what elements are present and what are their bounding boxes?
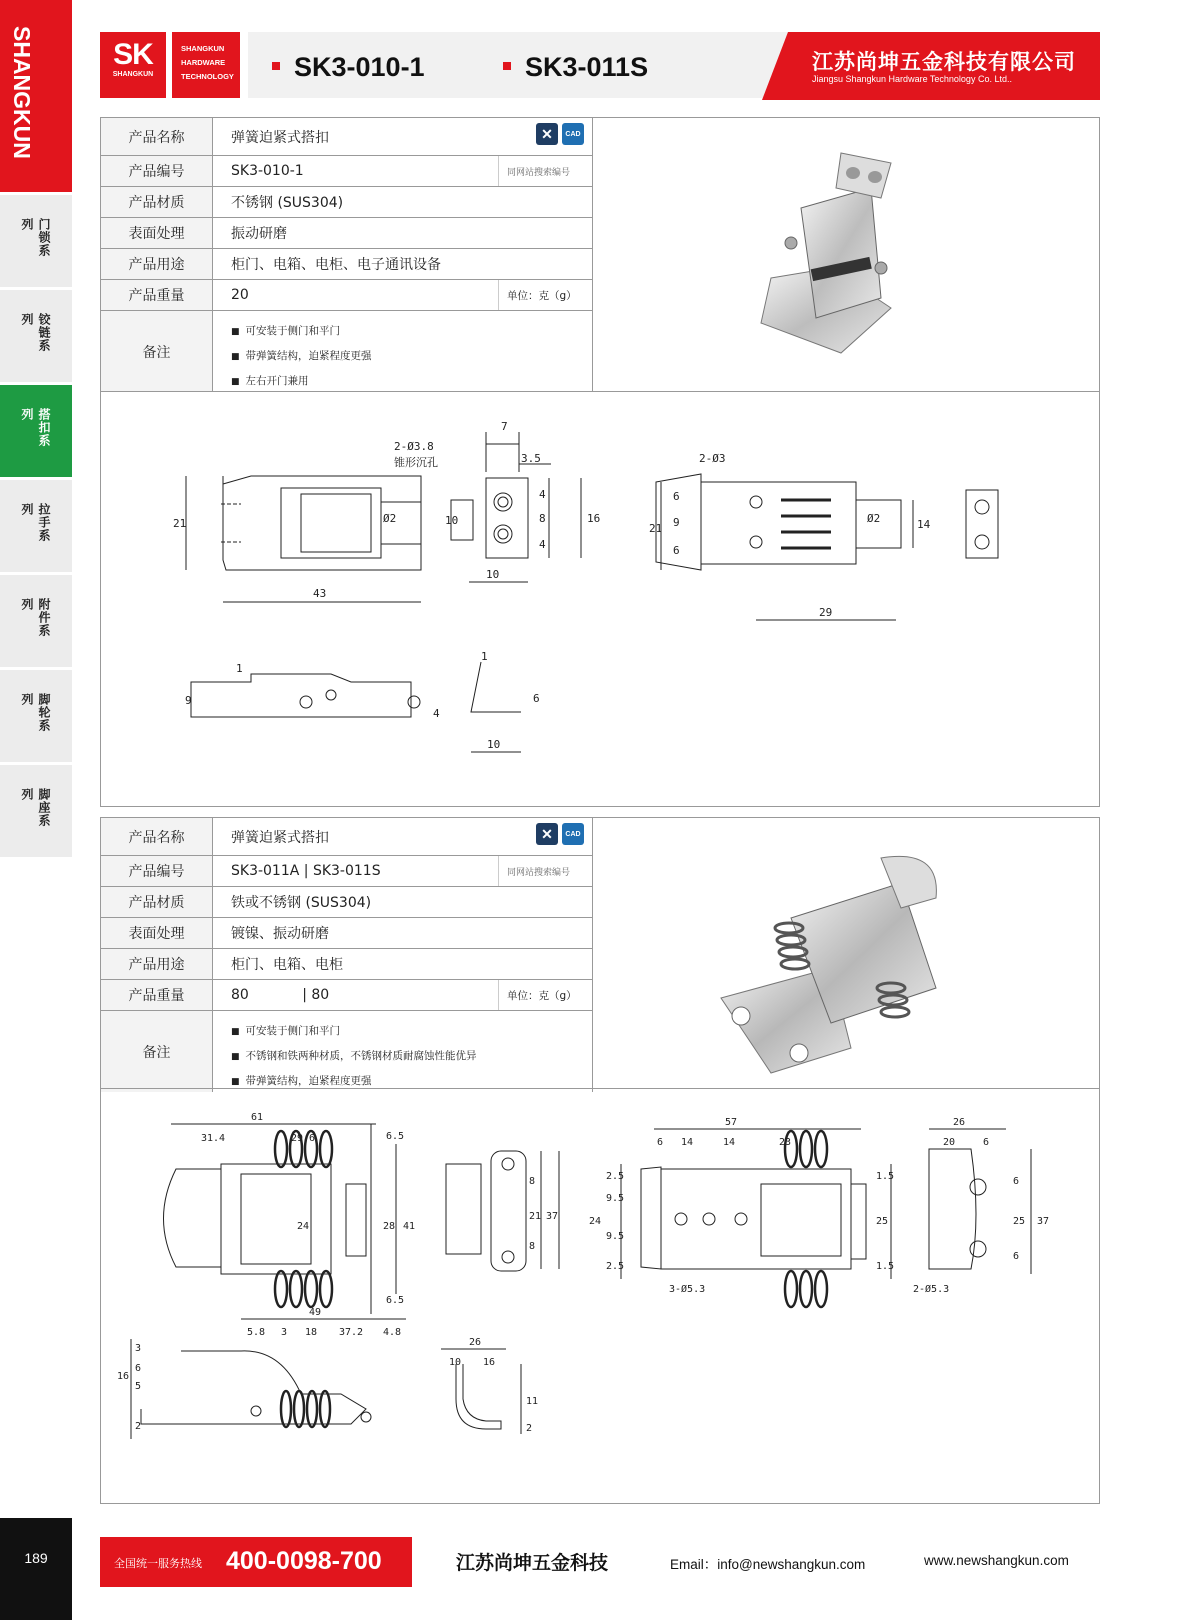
model-title-2: SK3-011S [503, 52, 648, 83]
svg-text:9.5: 9.5 [606, 1193, 625, 1204]
svg-text:3: 3 [135, 1343, 142, 1354]
svg-text:43: 43 [313, 587, 327, 600]
product-name: 弹簧迫紧式搭扣 [231, 129, 329, 146]
logo-text-block: SHANGKUN HARDWARE TECHNOLOGY [172, 32, 240, 98]
side-tab-feet[interactable]: 脚座系列 [0, 765, 72, 857]
svg-text:18: 18 [305, 1327, 318, 1338]
svg-text:10: 10 [487, 738, 501, 751]
svg-text:10: 10 [486, 568, 500, 581]
spec-row-material: 产品材质 不锈钢 (SUS304) [101, 187, 592, 218]
cad-download-icon[interactable]: CAD [562, 123, 584, 145]
svg-text:11: 11 [526, 1396, 539, 1407]
svg-text:6: 6 [1013, 1251, 1020, 1262]
svg-text:14: 14 [681, 1137, 694, 1148]
spec-row-weight: 产品重量 20 单位：克（g） [101, 280, 592, 311]
brand-vertical-tab [0, 0, 72, 192]
svg-text:2: 2 [135, 1421, 142, 1432]
product-block-2 [100, 817, 1100, 1504]
product-material-2: 铁或不锈钢 (SUS304) [231, 895, 372, 911]
svg-text:5: 5 [135, 1381, 142, 1392]
svg-text:Ø2: Ø2 [383, 512, 397, 525]
svg-text:16: 16 [483, 1357, 496, 1368]
svg-text:21: 21 [173, 517, 187, 530]
svg-text:2.5: 2.5 [606, 1171, 625, 1182]
svg-text:25: 25 [876, 1216, 889, 1227]
company-name-en: Jiangsu Shangkun Hardware Technology Co. Ltd.. [812, 74, 1012, 84]
svg-text:1.5: 1.5 [876, 1261, 895, 1272]
technical-drawing-2 [101, 1088, 1099, 1504]
page-number: 189 [24, 1550, 48, 1566]
side-tab-door-locks[interactable]: 门锁系列 [0, 195, 72, 287]
product-name-2: 弹簧迫紧式搭扣 [231, 829, 329, 846]
svg-text:8: 8 [529, 1241, 536, 1252]
technical-drawing-1 [101, 391, 1099, 807]
svg-text:6: 6 [135, 1363, 142, 1374]
spec-row-name: 产品名称 弹簧迫紧式搭扣 ✕ CAD [101, 118, 592, 156]
svg-text:31.4: 31.4 [201, 1133, 226, 1144]
svg-text:锥形沉孔: 锥形沉孔 [394, 456, 438, 469]
svg-text:16: 16 [117, 1371, 130, 1382]
brand-vertical-text: SHANGKUN [9, 26, 35, 159]
svg-text:10: 10 [449, 1357, 462, 1368]
product-finish: 振动研磨 [231, 226, 287, 242]
spec-row-material-2: 产品材质 铁或不锈钢 (SUS304) [101, 887, 592, 918]
side-tab-handles[interactable]: 拉手系列 [0, 480, 72, 572]
spec-row-finish: 表面处理 振动研磨 [101, 218, 592, 249]
svg-text:21: 21 [529, 1211, 542, 1222]
product-usage-2: 柜门、电箱、电柜 [231, 957, 343, 973]
product-photo-1 [741, 148, 941, 358]
svg-text:1: 1 [236, 662, 243, 675]
svg-text:6.5: 6.5 [386, 1295, 405, 1306]
svg-text:1.5: 1.5 [876, 1171, 895, 1182]
svg-text:4: 4 [433, 707, 440, 720]
spec-table-1 [101, 118, 593, 392]
product-weight: 20 [231, 287, 249, 303]
side-tab-hinges[interactable]: 铰链系列 [0, 290, 72, 382]
svg-text:6: 6 [657, 1137, 664, 1148]
svg-text:3.5: 3.5 [521, 452, 541, 465]
svg-text:3: 3 [281, 1327, 288, 1338]
svg-text:7: 7 [501, 420, 508, 433]
stainless-icon-2[interactable]: ✕ [536, 823, 558, 845]
svg-text:2-Ø5.3: 2-Ø5.3 [913, 1284, 950, 1295]
spec-row-code: 产品编号 SK3-010-1 同网站搜索编号 [101, 156, 592, 187]
hotline-number[interactable]: 400-0098-700 [226, 1547, 382, 1575]
svg-text:23: 23 [779, 1137, 792, 1148]
model-title-1: SK3-010-1 [272, 52, 425, 83]
spec-table-2 [101, 818, 593, 1092]
stainless-icon[interactable]: ✕ [536, 123, 558, 145]
svg-text:4.8: 4.8 [383, 1327, 402, 1338]
svg-text:37.2: 37.2 [339, 1327, 364, 1338]
svg-text:2.5: 2.5 [606, 1261, 625, 1272]
product-photo-2 [711, 838, 971, 1088]
svg-text:6: 6 [673, 490, 680, 503]
remarks-list-2: ■ 可安装于侧门和平门 ■ 不锈钢和铁两种材质，不锈钢材质耐腐蚀性能优异 ■ 带弹簧结构，迫紧程度更强 [213, 1011, 592, 1092]
side-tab-casters[interactable]: 脚轮系列 [0, 670, 72, 762]
svg-text:20: 20 [943, 1137, 956, 1148]
svg-text:25: 25 [1013, 1216, 1026, 1227]
svg-text:1: 1 [481, 650, 488, 663]
spec-row-name-2: 产品名称 弹簧迫紧式搭扣 ✕ CAD [101, 818, 592, 856]
svg-text:2-Ø3.8: 2-Ø3.8 [394, 440, 434, 453]
svg-text:24: 24 [589, 1216, 602, 1227]
svg-text:14: 14 [723, 1137, 736, 1148]
svg-text:6: 6 [1013, 1176, 1020, 1187]
svg-text:28: 28 [383, 1221, 396, 1232]
product-material: 不锈钢 (SUS304) [231, 195, 344, 211]
svg-text:2: 2 [526, 1423, 533, 1434]
footer-company: 江苏尚坤五金科技 [456, 1552, 609, 1574]
svg-text:8: 8 [529, 1176, 536, 1187]
spec-row-usage-2: 产品用途 柜门、电箱、电柜 [101, 949, 592, 980]
product-code: SK3-010-1 [231, 163, 304, 179]
svg-text:57: 57 [725, 1117, 738, 1128]
svg-text:26: 26 [953, 1117, 966, 1128]
spec-row-weight-2: 产品重量 80 | 80 单位：克（g） [101, 980, 592, 1011]
svg-text:8: 8 [539, 512, 546, 525]
page-number-box [0, 1518, 72, 1620]
svg-text:21: 21 [649, 522, 663, 535]
spec-row-finish-2: 表面处理 镀镍、振动研磨 [101, 918, 592, 949]
product-weight-2: 80 | 80 [231, 987, 330, 1003]
spec-row-remarks: 备注 ■ 可安装于侧门和平门 ■ 带弹簧结构，迫紧程度更强 ■ 左右开门兼用 [101, 311, 592, 392]
spec-row-code-2: 产品编号 SK3-011A | SK3-011S 同网站搜索编号 [101, 856, 592, 887]
svg-text:37: 37 [1037, 1216, 1050, 1227]
svg-text:6.5: 6.5 [386, 1131, 405, 1142]
remarks-list-1: ■ 可安装于侧门和平门 ■ 带弹簧结构，迫紧程度更强 ■ 左右开门兼用 [213, 311, 592, 392]
svg-text:6: 6 [983, 1137, 990, 1148]
product-block-1 [100, 117, 1100, 807]
svg-text:10: 10 [445, 514, 459, 527]
hotline-label: 全国统一服务热线 [114, 1557, 202, 1570]
svg-text:2-Ø3: 2-Ø3 [699, 452, 726, 465]
product-finish-2: 镀镍、振动研磨 [231, 926, 329, 942]
svg-text:9: 9 [673, 516, 680, 529]
svg-text:5.8: 5.8 [247, 1327, 266, 1338]
footer-email[interactable]: Email：info@newshangkun.com [670, 1557, 866, 1572]
svg-text:26: 26 [469, 1337, 482, 1348]
svg-text:49: 49 [309, 1307, 322, 1318]
svg-text:6: 6 [673, 544, 680, 557]
svg-text:Ø2: Ø2 [867, 512, 881, 525]
svg-text:61: 61 [251, 1112, 264, 1123]
svg-text:14: 14 [917, 518, 931, 531]
svg-text:4: 4 [539, 538, 546, 551]
svg-text:4: 4 [539, 488, 546, 501]
product-code-2: SK3-011A | SK3-011S [231, 863, 381, 879]
side-tab-accessories[interactable]: 附件系列 [0, 575, 72, 667]
svg-text:29: 29 [819, 606, 833, 619]
spec-row-usage: 产品用途 柜门、电箱、电柜、电子通讯设备 [101, 249, 592, 280]
svg-text:24: 24 [297, 1221, 310, 1232]
svg-text:29.6: 29.6 [291, 1133, 316, 1144]
sk-logo: SK SHANGKUN [100, 32, 166, 98]
cad-download-icon-2[interactable]: CAD [562, 823, 584, 845]
company-name-cn: 江苏尚坤五金科技有限公司 [812, 50, 1076, 74]
svg-text:9: 9 [185, 694, 192, 707]
hotline-banner [100, 1537, 412, 1587]
svg-text:9.5: 9.5 [606, 1231, 625, 1242]
svg-text:6: 6 [533, 692, 540, 705]
svg-text:41: 41 [403, 1221, 416, 1232]
side-tab-latches-active[interactable]: 搭扣系列 [0, 385, 72, 477]
footer-website[interactable]: www.newshangkun.com [924, 1553, 1069, 1568]
product-usage: 柜门、电箱、电柜、电子通讯设备 [231, 257, 441, 273]
svg-text:3-Ø5.3: 3-Ø5.3 [669, 1284, 706, 1295]
svg-text:16: 16 [587, 512, 601, 525]
svg-text:37: 37 [546, 1211, 559, 1222]
spec-row-remarks-2: 备注 ■ 可安装于侧门和平门 ■ 不锈钢和铁两种材质，不锈钢材质耐腐蚀性能优异 ■ 带弹簧结构，迫紧程度更强 [101, 1011, 592, 1092]
